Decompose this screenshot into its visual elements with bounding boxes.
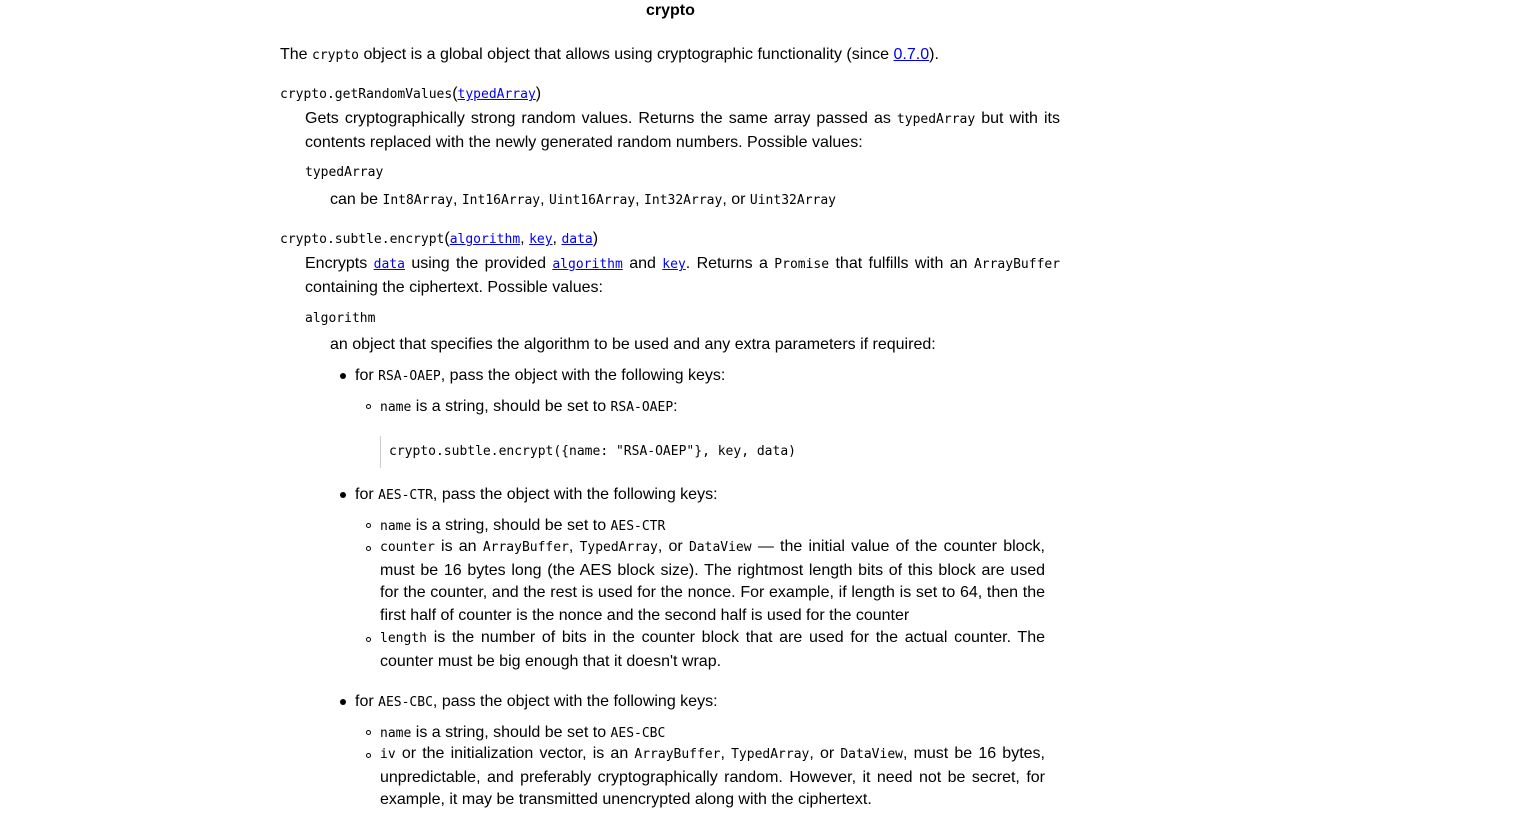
rsa-oaep-item xyxy=(355,368,725,384)
typedarray-definition xyxy=(330,192,836,208)
getrandomvalues-description xyxy=(305,108,1060,154)
paren: ( xyxy=(444,230,450,247)
desc-text: can be xyxy=(330,191,379,208)
aes-ctr-code: AES-CTR xyxy=(378,488,433,503)
list-circle xyxy=(366,753,371,758)
rsa-name-key-item xyxy=(380,399,678,415)
key-param-link[interactable]: key xyxy=(529,232,553,247)
paren: ) xyxy=(592,230,599,247)
aes-ctr-value-code: AES-CTR xyxy=(610,519,666,534)
version-link[interactable]: 0.7.0 xyxy=(893,46,930,63)
list-circle xyxy=(366,523,371,528)
arraybuffer-code: ArrayBuffer xyxy=(973,257,1061,272)
type-code: Uint16Array xyxy=(549,193,636,208)
paren: ( xyxy=(452,85,458,102)
desc-text: or the initialization vector, is an xyxy=(401,745,629,762)
desc-text: for xyxy=(355,367,374,384)
cbc-name-key-item xyxy=(380,725,665,741)
name-key-code: name xyxy=(380,400,412,415)
sep: , or xyxy=(809,745,835,762)
type-code: Int16Array xyxy=(461,193,541,208)
algorithm-term: algorithm xyxy=(305,311,376,326)
desc-text: is the number of bits in the counter block that are used for the actual counter. The counter must be big enough that it doesn't wrap. xyxy=(380,629,1046,670)
sep: , xyxy=(568,538,574,555)
sep: , xyxy=(720,745,725,762)
desc-text: is a string, should be set to xyxy=(415,517,607,534)
typedarray-code: TypedArray xyxy=(579,540,658,555)
desc-text: for xyxy=(355,486,374,503)
desc-text: for xyxy=(355,693,374,710)
name-key-code: name xyxy=(380,726,412,741)
type-code: Int32Array xyxy=(644,193,723,208)
desc-text: , pass the object with the following keys: xyxy=(440,367,726,384)
key-link[interactable]: key xyxy=(662,257,686,272)
encrypt-description xyxy=(305,253,1060,299)
dataview-code: DataView xyxy=(688,540,752,555)
list-circle xyxy=(366,546,371,551)
sep: , xyxy=(635,191,640,208)
list-bullet xyxy=(340,492,346,498)
page-title: crypto xyxy=(646,2,695,19)
algorithm-link[interactable]: algorithm xyxy=(552,257,623,272)
desc-text: : xyxy=(673,398,678,415)
sep: , or xyxy=(657,538,683,555)
typedarray-param-link[interactable]: typedArray xyxy=(457,87,536,102)
desc-text: is a string, should be set to xyxy=(415,398,607,415)
type-code: Uint32Array xyxy=(749,193,836,208)
data-link[interactable]: data xyxy=(373,257,405,272)
intro-paragraph xyxy=(280,47,939,63)
aes-ctr-item xyxy=(355,487,718,503)
arraybuffer-code: ArrayBuffer xyxy=(482,540,569,555)
data-param-link[interactable]: data xyxy=(561,232,593,247)
list-bullet xyxy=(340,373,346,379)
desc-text: . Returns a xyxy=(685,255,768,272)
typedarray-code: TypedArray xyxy=(731,747,810,762)
typedarray-code: typedArray xyxy=(896,112,976,127)
rsa-oaep-value-code: RSA-OAEP xyxy=(610,400,674,415)
ctr-counter-key-item xyxy=(380,536,1045,627)
algorithm-param-link[interactable]: algorithm xyxy=(449,232,521,247)
intro-text: The xyxy=(280,46,308,63)
type-code: Int8Array xyxy=(382,193,453,208)
aes-cbc-code: AES-CBC xyxy=(378,695,433,710)
desc-text: that fulfills with an xyxy=(835,255,968,272)
ctr-length-key-item xyxy=(380,627,1045,673)
iv-key-code: iv xyxy=(380,747,396,762)
desc-text: is an xyxy=(441,538,477,555)
list-circle xyxy=(366,730,371,735)
dataview-code: DataView xyxy=(840,747,903,762)
aes-cbc-value-code: AES-CBC xyxy=(610,726,666,741)
ctr-name-key-item xyxy=(380,518,665,534)
code-example-text: crypto.subtle.encrypt({name: "RSA-OAEP"}, key, data) xyxy=(389,444,796,459)
desc-text: is a string, should be set to xyxy=(415,724,607,741)
desc-text: , pass the object with the following keys: xyxy=(432,693,718,710)
promise-code: Promise xyxy=(774,257,830,272)
desc-text: and xyxy=(629,255,656,272)
rsa-oaep-code: RSA-OAEP xyxy=(378,369,441,384)
sep: , xyxy=(552,230,557,247)
code-example xyxy=(380,436,811,468)
length-key-code: length xyxy=(380,631,427,646)
intro-text: ). xyxy=(929,46,939,63)
desc-text: using the provided xyxy=(411,255,546,272)
getrandomvalues-signature xyxy=(280,86,541,102)
sep: , or xyxy=(722,191,746,208)
paren: ) xyxy=(535,85,542,102)
desc-text: containing the ciphertext. Possible values: xyxy=(305,278,603,296)
cbc-iv-key-item xyxy=(380,743,1045,812)
method-name: crypto.subtle.encrypt xyxy=(280,232,445,247)
list-circle xyxy=(366,404,371,409)
name-key-code: name xyxy=(380,519,412,534)
crypto-code: crypto xyxy=(312,48,359,63)
desc-text: but with its contents replaced with the newly generated random numbers. Possible values: xyxy=(305,110,1060,151)
method-name: crypto.getRandomValues xyxy=(280,87,453,102)
sep: , xyxy=(520,230,525,247)
desc-text: , must be 16 bytes, unpredictable, and preferably cryptographically random. However, it need not be secret, for example, it may be transmitted unencrypted along with the ciphertext. xyxy=(380,745,1045,808)
arraybuffer-code: ArrayBuffer xyxy=(634,747,721,762)
list-circle xyxy=(366,637,371,642)
aes-cbc-item xyxy=(355,694,718,710)
sep: , xyxy=(540,191,545,208)
sep: , xyxy=(452,191,458,208)
typedarray-term: typedArray xyxy=(305,165,384,180)
desc-text: — the initial value of the counter block, must be 16 bytes long (the AES block size). The rightmost length bits of this block are used for the counter, and the rest is used for the nonce. For example, if length is set to 64, then the first half of counter is the nonce and the second half is used for the counter xyxy=(380,538,1045,624)
counter-key-code: counter xyxy=(380,540,435,555)
desc-text: , pass the object with the following keys: xyxy=(432,486,718,503)
desc-text: Gets cryptographically strong random values. Returns the same array passed as xyxy=(305,110,891,127)
list-bullet xyxy=(340,699,346,705)
algorithm-definition: an object that specifies the algorithm to be used and any extra parameters if required: xyxy=(330,336,936,353)
desc-text: Encrypts xyxy=(305,255,368,272)
intro-text: object is a global object that allows using cryptographic functionality (since xyxy=(363,46,890,63)
encrypt-signature xyxy=(280,231,598,247)
